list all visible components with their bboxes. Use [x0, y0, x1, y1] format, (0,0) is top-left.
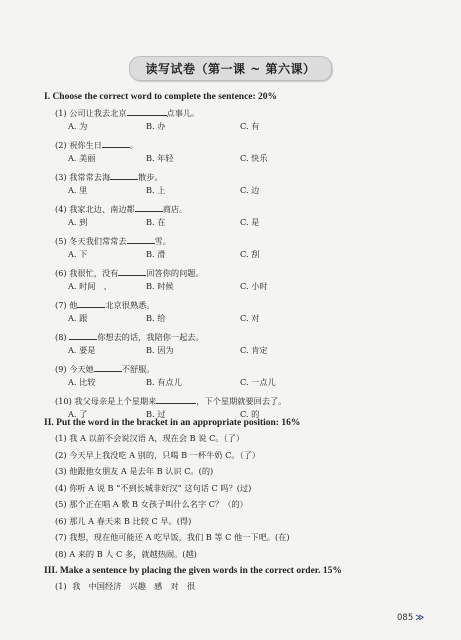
question-3: [55, 171, 163, 183]
question-8: [55, 331, 204, 343]
question-text-after: 散步。: [138, 172, 163, 182]
question-number: (1): [55, 108, 70, 118]
section3-heading: III. Make a sentence by placing the given words in the correct order. 15%: [44, 566, 342, 576]
option-a[interactable]: A. 时间 、: [68, 281, 112, 291]
title-wrap: [0, 56, 461, 81]
option-c[interactable]: C. 边: [240, 185, 260, 195]
question-text-after: 北京很熟悉。: [105, 300, 155, 310]
option-b[interactable]: B. 滑: [146, 249, 166, 259]
option-a[interactable]: A. 美丽: [68, 153, 96, 163]
question-number: (5): [55, 236, 70, 246]
option-a[interactable]: A. 下: [68, 249, 88, 259]
next-arrows-icon: ≫: [415, 613, 425, 623]
question-4: [55, 203, 187, 215]
option-a[interactable]: A. 了: [68, 409, 88, 419]
option-b[interactable]: B. 过: [146, 409, 166, 419]
bracket-item-1: (1) 我 A 以前不会说汉语 A，现在会 B 说 C。（了）: [55, 433, 245, 443]
page-footer: [397, 613, 424, 623]
bracket-item-8: (8) A 来的 B 人 C 多，就越热闹。(越): [55, 548, 197, 559]
question-6: [55, 267, 204, 279]
question-5: [55, 235, 171, 247]
question-number: (2): [55, 140, 70, 150]
answer-blank[interactable]: [77, 299, 105, 308]
question-number: (10): [55, 396, 75, 406]
option-c[interactable]: C. 的: [240, 409, 260, 419]
question-text-before: 我父母亲是上个星期来: [74, 396, 157, 406]
option-b[interactable]: B. 在: [146, 217, 166, 227]
option-c[interactable]: C. 刮: [240, 249, 260, 259]
bracket-item-3: (3) 他跟他女朋友 A 是去年 B 认识 C。(的): [55, 466, 214, 476]
question-number: (9): [55, 364, 70, 374]
question-number: (7): [55, 300, 70, 310]
question-10: [55, 395, 286, 407]
question-text-after: 点事儿。: [166, 108, 200, 118]
option-b[interactable]: B. 年轻: [146, 153, 174, 163]
option-a[interactable]: A. 为: [68, 121, 88, 131]
question-number: (3): [55, 172, 70, 182]
test-title: 读写试卷（第一课 ~ 第六课）: [129, 56, 333, 81]
question-text-before: 我家北边、南边都: [69, 204, 135, 214]
answer-blank[interactable]: [127, 107, 167, 116]
option-c[interactable]: C. 快乐: [240, 153, 268, 163]
option-c[interactable]: C. 肯定: [240, 345, 268, 355]
question-text-after: 回答你的问题。: [146, 268, 204, 278]
answer-blank[interactable]: [135, 203, 163, 212]
option-b[interactable]: B. 办: [146, 121, 166, 131]
option-b[interactable]: B. 因为: [146, 345, 174, 355]
answer-blank[interactable]: [118, 267, 146, 276]
answer-blank[interactable]: [110, 171, 138, 180]
section2-heading: II. Put the word in the bracket in an appropriate position: 16%: [44, 418, 301, 428]
question-text-after: 雪。: [154, 236, 171, 246]
bracket-item-2: (2) 今天早上我没吃 A 别的，只喝 B 一杯牛奶 C。（了）: [55, 449, 261, 460]
option-a[interactable]: A. 跟: [68, 313, 88, 323]
answer-blank[interactable]: [156, 395, 196, 404]
question-number: (6): [55, 268, 70, 278]
option-c[interactable]: C. 是: [240, 217, 260, 227]
option-b[interactable]: B. 给: [146, 313, 166, 323]
question-text-before: 冬天我们常常去: [69, 236, 127, 246]
option-c[interactable]: C. 一点儿: [240, 377, 276, 387]
question-number: (8): [55, 332, 70, 342]
question-text-before: 公司让我去北京: [69, 108, 127, 118]
page-number: 085: [397, 613, 414, 623]
question-7: [55, 299, 155, 311]
answer-blank[interactable]: [69, 331, 97, 340]
option-b[interactable]: B. 时候: [146, 281, 174, 291]
option-c[interactable]: C. 对: [240, 313, 260, 323]
ordering-item-1: (1) 我 中国经济 兴趣 感 对 很: [55, 581, 196, 591]
option-c[interactable]: C. 小时: [240, 281, 268, 291]
question-1: [55, 107, 199, 119]
question-text-after: 你想去的话，我陪你一起去。: [97, 332, 204, 342]
option-c[interactable]: C. 有: [240, 121, 260, 131]
question-text-before: 他: [69, 300, 78, 310]
option-a[interactable]: A. 里: [68, 185, 88, 195]
question-text-after: 商店。: [162, 204, 188, 214]
answer-blank[interactable]: [102, 139, 130, 148]
bracket-item-4: (4) 你听 A 说 B “不到长城非好汉” 这句话 C 吗？(过): [55, 482, 252, 493]
bracket-item-5: (5) 那个正在唱 A 歌 B 女孩子叫什么名字 C？（的）: [55, 499, 248, 509]
question-text-after: 不舒服。: [121, 364, 155, 374]
question-text-before: 我常常去海: [69, 172, 111, 182]
question-text-before: 今天她: [69, 364, 94, 374]
answer-blank[interactable]: [94, 363, 122, 372]
question-2: [55, 139, 138, 151]
question-text-before: 祝你生日: [69, 140, 102, 150]
section1-heading: I. Choose the correct word to complete the sentence: 20%: [44, 92, 278, 102]
bracket-item-6: (6) 那儿 A 春天来 B 比较 C 早。(得): [55, 515, 192, 526]
question-number: (4): [55, 204, 70, 214]
option-a[interactable]: A. 要是: [68, 345, 96, 355]
question-text-after: 。: [129, 140, 139, 150]
option-a[interactable]: A. 到: [68, 217, 88, 227]
option-a[interactable]: A. 比较: [68, 377, 96, 387]
question-text-before: 我很忙，没有: [69, 268, 119, 278]
option-b[interactable]: B. 上: [146, 185, 166, 195]
bracket-item-7: (7) 我想，现在他可能还 A 吃早饭，我们 B 等 C 他一下吧。(在): [55, 532, 290, 542]
option-b[interactable]: B. 有点儿: [146, 377, 182, 387]
answer-blank[interactable]: [127, 235, 155, 244]
question-text-after: ，下个星期就要回去了。: [196, 396, 287, 406]
question-9: [55, 363, 155, 375]
